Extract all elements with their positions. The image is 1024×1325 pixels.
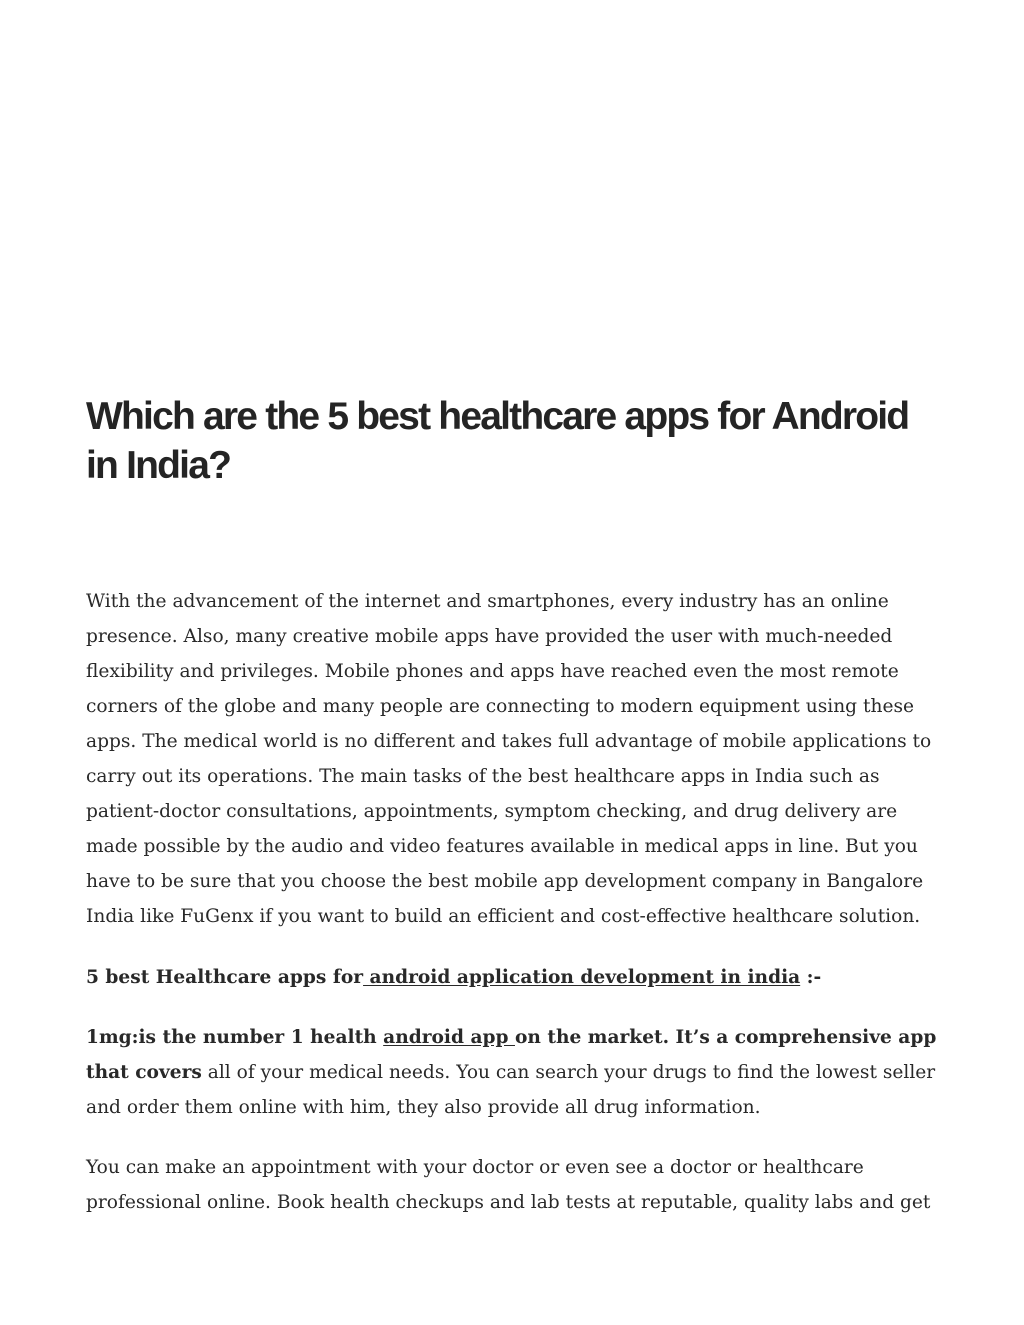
app-1mg-bold-prefix: 1mg:is the number 1 health xyxy=(86,1027,384,1048)
app-1mg-description: all of your medical needs. You can search your drugs to find the lowest seller and order them online with him, they also provide all drug information. xyxy=(86,1062,936,1118)
android-development-link-text: android application development in india xyxy=(363,967,801,988)
appointment-paragraph: You can make an appointment with your doctor or even see a doctor or healthcare professional online. Book health checkups and lab tests at reputable, quality labs and get xyxy=(86,1157,931,1213)
apps-list-heading xyxy=(86,960,942,995)
apps-list-heading-suffix: :- xyxy=(800,967,822,988)
android-app-link-text: android app xyxy=(383,1027,515,1048)
apps-list-heading-prefix: 5 best Healthcare apps for xyxy=(86,967,364,988)
app-1mg-paragraph xyxy=(86,1020,942,1125)
android-app-link[interactable] xyxy=(383,1027,515,1048)
intro-paragraph: With the advancement of the internet and smartphones, every industry has an online presence. Also, many creative mobile apps have provided the user with much-needed flexibility and privileges. Mobile phones and apps have reached even the most remote corners of the globe and many people are connecting to modern equipment using these apps. The medical world is no different and takes full advantage of mobile applications to carry out its operations. The main tasks of the best healthcare apps in India such as patient-doctor consultations, appointments, symptom checking, and drug delivery are made possible by the audio and video features available in medical apps in line. But you have to be sure that you choose the best mobile app development company in Bangalore India like FuGenx if you want to build an efficient and cost-effective healthcare solution. xyxy=(86,591,932,927)
article-title: Which are the 5 best healthcare apps for Android in India? xyxy=(86,395,909,487)
app-1mg-bold-suffix: on the market. It’s a comprehensive app that covers xyxy=(86,1027,937,1083)
android-development-link[interactable] xyxy=(363,967,800,988)
